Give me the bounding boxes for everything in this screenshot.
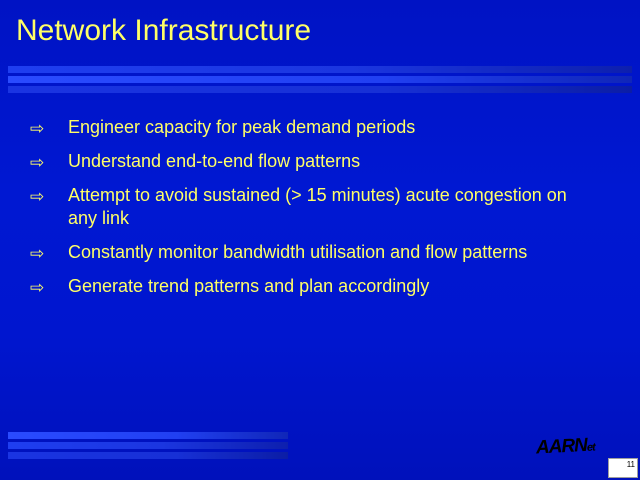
list-item-label: Attempt to avoid sustained (> 15 minutes) acute congestion on any link xyxy=(68,185,567,228)
list-item xyxy=(30,275,590,298)
list-item xyxy=(30,184,590,230)
list-item xyxy=(30,116,590,139)
decorative-bar xyxy=(8,76,632,83)
list-item-label: Engineer capacity for peak demand periods xyxy=(68,117,416,137)
page-title: Network Infrastructure xyxy=(16,14,312,47)
arrow-right-icon: ⇨ xyxy=(30,244,45,263)
page-number: 11 xyxy=(608,458,638,478)
decorative-bar xyxy=(8,86,632,93)
arrow-right-icon: ⇨ xyxy=(30,119,45,138)
arrow-right-icon: ⇨ xyxy=(30,187,45,206)
list-item-label: Generate trend patterns and plan accordingly xyxy=(68,276,430,296)
list-item xyxy=(30,241,590,264)
aarnet-logo xyxy=(535,434,595,459)
decorative-bar xyxy=(8,432,288,439)
list-item xyxy=(30,150,590,173)
arrow-right-icon: ⇨ xyxy=(30,278,45,297)
bullet-list xyxy=(30,116,590,309)
decorative-bar-group-top xyxy=(8,66,632,96)
decorative-bar xyxy=(8,452,288,459)
arrow-right-icon: ⇨ xyxy=(30,153,45,172)
list-item-label: Understand end-to-end flow patterns xyxy=(68,151,361,171)
aarnet-logo-suffix: et xyxy=(586,441,596,454)
aarnet-logo-main: AARN xyxy=(535,434,588,459)
list-item-label: Constantly monitor bandwidth utilisation and flow patterns xyxy=(68,242,528,262)
decorative-bar-group-bottom xyxy=(8,432,288,462)
decorative-bar xyxy=(8,442,288,449)
decorative-bar xyxy=(8,66,632,73)
